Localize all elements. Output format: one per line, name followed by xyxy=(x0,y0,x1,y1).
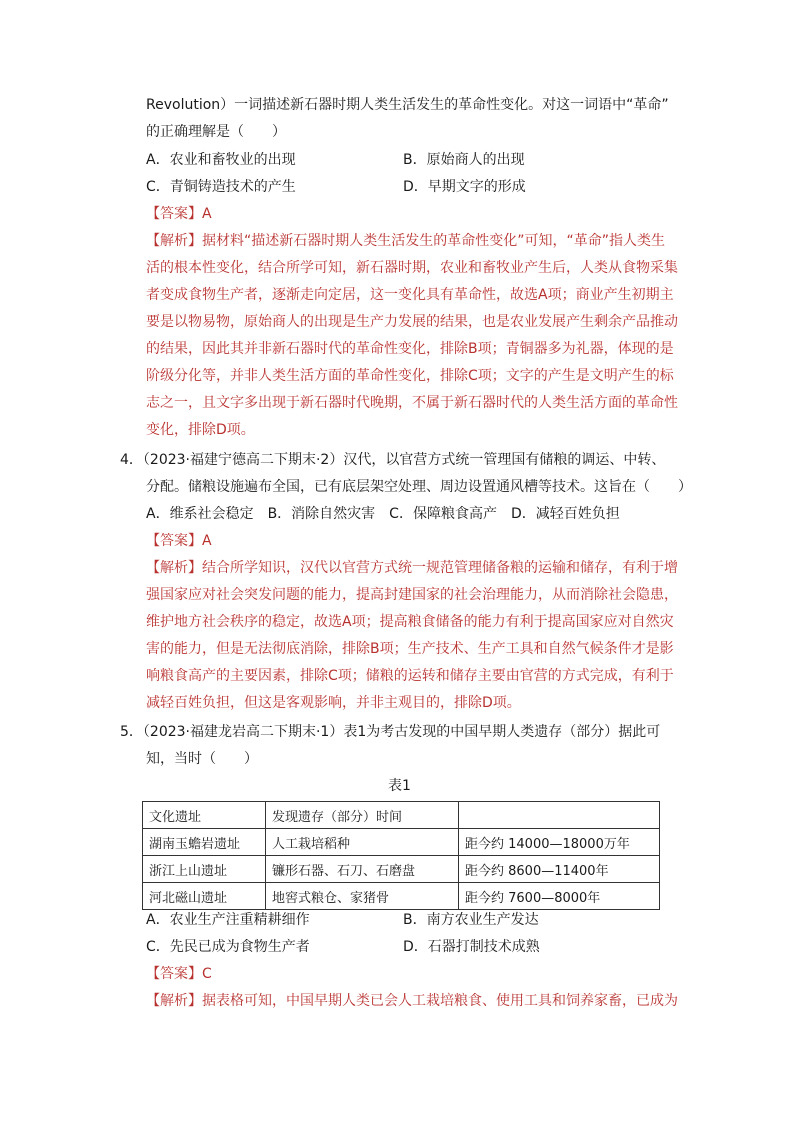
answer-tag: 【答案】 xyxy=(146,966,202,982)
q3-option-d: D．早期文字的形成 xyxy=(403,179,526,195)
table-row xyxy=(143,802,660,829)
table-row xyxy=(143,856,660,883)
table-cell: 人工栽培稻种 xyxy=(266,829,459,856)
answer-tag: 【答案】 xyxy=(146,206,202,222)
q3-option-a: A．农业和畜牧业的出现 xyxy=(146,152,296,168)
q4-analysis-line: 维护地方社会秩序的稳定，故选A项；提高粮食储备的能力有利于提高国家应对自然灾 xyxy=(146,614,674,630)
analysis-tag: 【解析】 xyxy=(146,233,202,249)
q4-analysis-line: 害的能力，但是无法彻底消除，排除B项；生产技术、生产工具和自然气候条件才是影 xyxy=(146,641,674,657)
archaeology-table xyxy=(142,801,660,910)
table-cell: 发现遗存（部分）时间 xyxy=(266,802,459,829)
q4-analysis-line: 强国家应对社会突发问题的能力，提高封建国家的社会治理能力，从而消除社会隐患， xyxy=(146,587,678,603)
analysis-tag: 【解析】 xyxy=(146,560,202,576)
q5-stem-line-1: 5．（2023·福建龙岩高二下期末·1）表1为考古发现的中国早期人类遗存（部分）据此可 xyxy=(120,724,661,740)
answer-value: C xyxy=(202,966,212,982)
q5-option-d: D．石器打制技术成熟 xyxy=(403,939,540,955)
table-cell: 湖南玉蟾岩遗址 xyxy=(143,829,266,856)
q3-analysis-line: 变化，排除D项。 xyxy=(146,422,255,438)
q3-stem-line-2: 的正确理解是（ ） xyxy=(146,124,286,140)
q3-option-c: C．青铜铸造技术的产生 xyxy=(146,179,296,195)
q4-options: A．维系社会稳定 B．消除自然灾害 C．保障粮食高产 D．减轻百姓负担 xyxy=(146,506,620,522)
table-row xyxy=(143,883,660,910)
q4-answer xyxy=(146,531,212,551)
q3-stem-line-1: Revolution）一词描述新石器时期人类生活发生的革命性变化。对这一词语中“革命” xyxy=(146,97,669,113)
q3-analysis-line: 阶级分化等，并非人类生活方面的革命性变化，排除C项；文字的产生是文明产生的标 xyxy=(146,368,674,384)
table-cell: 镰形石器、石刀、石磨盘 xyxy=(266,856,459,883)
table-cell: 距今约 8600—11400年 xyxy=(459,856,660,883)
q3-option-b: B．原始商人的出现 xyxy=(403,152,525,168)
table-cell xyxy=(459,802,660,829)
q4-stem-line-1: 4．（2023·福建宁德高二下期末·2）汉代，以官营方式统一管理国有储粮的调运、中转、 xyxy=(120,452,666,468)
table-cell: 距今约 7600—8000年 xyxy=(459,883,660,910)
table-row xyxy=(143,829,660,856)
analysis-tag: 【解析】 xyxy=(146,993,202,1009)
q4-analysis-line: 减轻百姓负担，但这是客观影响，并非主观目的，排除D项。 xyxy=(146,695,521,711)
answer-value: A xyxy=(202,206,212,222)
table-cell: 距今约 14000—18000万年 xyxy=(459,829,660,856)
q3-analysis-line: 的结果，因此其并非新石器时代的革命性变化，排除B项；青铜器多为礼器，体现的是 xyxy=(146,341,674,357)
q3-analysis-line: 者变成食物生产者，逐渐走向定居，这一变化具有革命性，故选A项；商业产生初期主 xyxy=(146,287,674,303)
q5-answer xyxy=(146,964,212,984)
q3-analysis-line: 要是以物易物，原始商人的出现是生产力发展的结果，也是农业发展产生剩余产品推动 xyxy=(146,314,678,330)
q4-analysis-line: 【解析】结合所学知识，汉代以官营方式统一规范管理储备粮的运输和储存，有利于增 xyxy=(146,560,678,576)
answer-tag: 【答案】 xyxy=(146,533,202,549)
table-cell: 地窖式粮仓、家猪骨 xyxy=(266,883,459,910)
table-caption: 表1 xyxy=(388,778,411,794)
q3-answer xyxy=(146,204,212,224)
q5-analysis-line: 【解析】据表格可知，中国早期人类已会人工栽培粮食、使用工具和饲养家畜，已成为 xyxy=(146,993,678,1009)
q5-option-a: A．农业生产注重精耕细作 xyxy=(146,912,310,928)
q4-analysis-line: 响粮食高产的主要因素，排除C项；储粮的运转和储存主要由官营的方式完成，有利于 xyxy=(146,668,674,684)
table-cell: 文化遗址 xyxy=(143,802,266,829)
table-cell: 河北磁山遗址 xyxy=(143,883,266,910)
q3-analysis-line: 活的根本性变化，结合所学可知，新石器时期，农业和畜牧业产生后，人类从食物采集 xyxy=(146,260,678,276)
q5-option-b: B．南方农业生产发达 xyxy=(403,912,539,928)
q3-analysis-line: 【解析】据材料“描述新石器时期人类生活发生的革命性变化”可知，“革命”指人类生 xyxy=(146,233,666,249)
q5-option-c: C．先民已成为食物生产者 xyxy=(146,939,310,955)
answer-value: A xyxy=(202,533,212,549)
q4-stem-line-2: 分配。储粮设施遍布全国，已有底层架空处理、周边设置通风槽等技术。这旨在（ ） xyxy=(146,479,692,495)
q3-analysis-line: 志之一，且文字多出现于新石器时代晚期，不属于新石器时代的人类生活方面的革命性 xyxy=(146,395,678,411)
table-cell: 浙江上山遗址 xyxy=(143,856,266,883)
q5-stem-line-2: 知，当时（ ） xyxy=(146,751,258,767)
